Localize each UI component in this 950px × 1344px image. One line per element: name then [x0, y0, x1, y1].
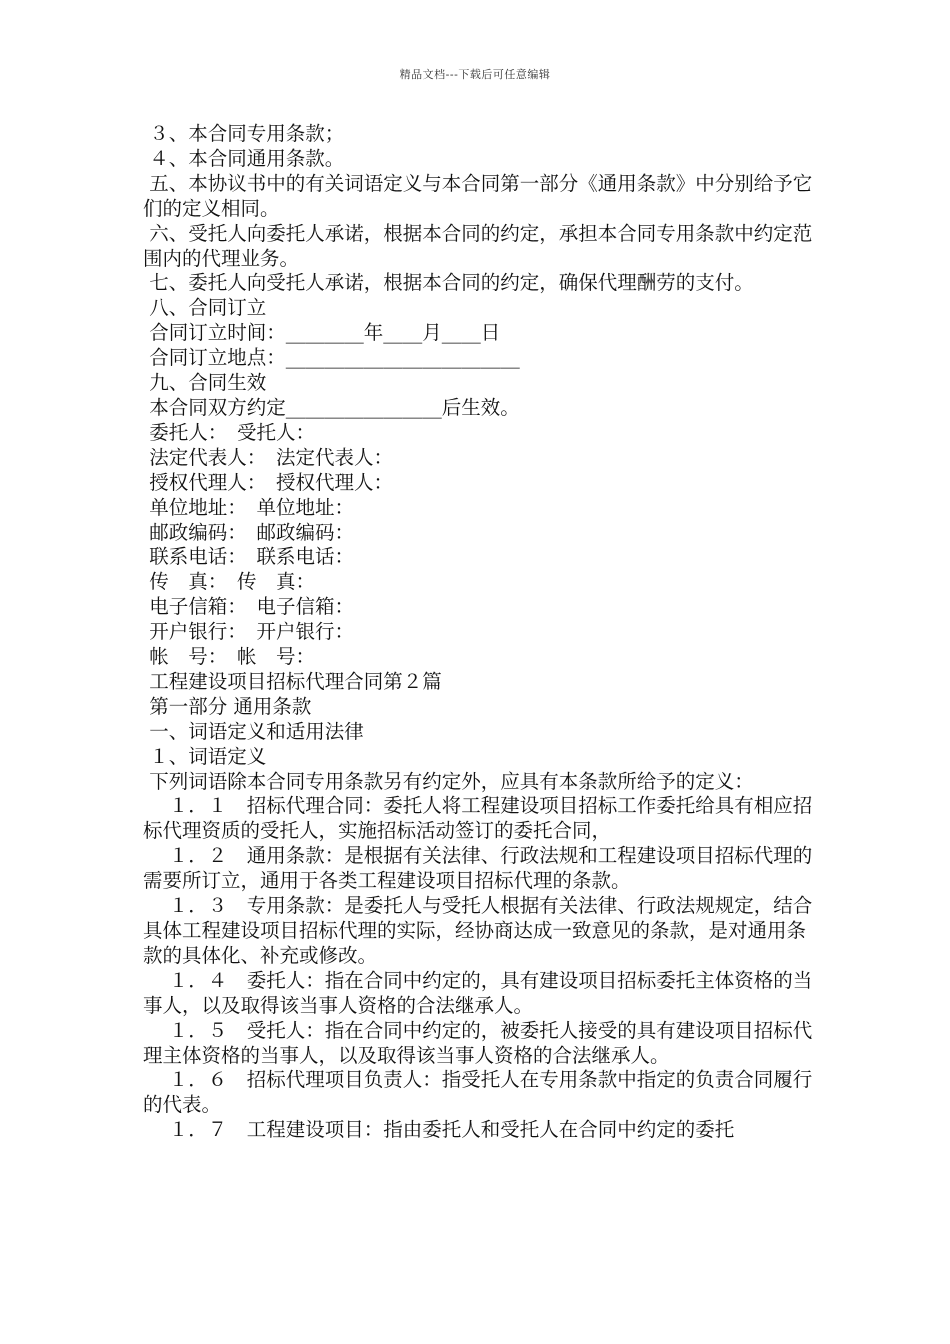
text-line: 法定代表人： 法定代表人：: [143, 445, 393, 469]
text-line: 合同订立时间：________年____月____日: [143, 321, 501, 345]
text-line: 工程建设项目招标代理合同第２篇: [143, 669, 442, 693]
text-line: 五、本协议书中的有关词语定义与本合同第一部分《通用条款》中分别给予它们的定义相同。: [143, 171, 813, 220]
text-line: 单位地址： 单位地址：: [143, 495, 354, 519]
text-line: 委托人： 受托人：: [143, 420, 315, 444]
document-body: [143, 122, 815, 1143]
page-header: 精品文档---下载后可任意编辑: [399, 68, 551, 81]
text-line: 本合同双方约定________________后生效。: [143, 395, 520, 419]
text-line: 传 真： 传 真：: [143, 570, 315, 594]
text-line: 七、委托人向受托人承诺，根据本合同的约定，确保代理酬劳的支付。: [143, 271, 754, 295]
text-line: 电子信箱： 电子信箱：: [143, 595, 354, 619]
text-line: ３、本合同专用条款；: [143, 122, 345, 145]
text-line: 第一部分 通用条款: [143, 694, 312, 718]
text-line: 授权代理人： 授权代理人：: [143, 470, 393, 494]
text-line: 邮政编码： 邮政编码：: [143, 520, 354, 544]
text-line: １、词语定义: [143, 744, 267, 768]
text-line: １．５ 受托人：指在合同中约定的，被委托人接受的具有建设项目招标代理主体资格的当事人，以及取得该当事人资格的合法继承人。: [143, 1018, 813, 1067]
text-line: 下列词语除本合同专用条款另有约定外，应具有本条款所给予的定义：: [143, 769, 754, 793]
text-line: １．２ 通用条款：是根据有关法律、行政法规和工程建设项目招标代理的需要所订立，通用于各类工程建设项目招标代理的条款。: [143, 844, 813, 893]
text-line: 八、合同订立: [143, 296, 267, 320]
text-line: 九、合同生效: [143, 371, 267, 395]
text-line: 六、受托人向委托人承诺，根据本合同的约定，承担本合同专用条款中约定范围内的代理业务。: [143, 221, 813, 270]
text-line: 合同订立地点：________________________: [143, 346, 520, 370]
text-line: １．１ 招标代理合同：委托人将工程建设项目招标工作委托给具有相应招标代理资质的受托人，实施招标活动签订的委托合同，: [143, 794, 813, 843]
text-line: １．３ 专用条款：是委托人与受托人根据有关法律、行政法规规定，结合具体工程建设项目招标代理的实际，经协商达成一致意见的条款，是对通用条款的具体化、补充或修改。: [143, 894, 813, 967]
text-line: １．７ 工程建设项目：指由委托人和受托人在合同中约定的委托: [143, 1118, 735, 1142]
text-line: 一、词语定义和适用法律: [143, 719, 364, 743]
text-line: 开户银行： 开户银行：: [143, 620, 354, 644]
text-line: １．６ 招标代理项目负责人：指受托人在专用条款中指定的负责合同履行的代表。: [143, 1068, 813, 1117]
text-line: １．４ 委托人：指在合同中约定的，具有建设项目招标委托主体资格的当事人，以及取得该当事人资格的合法继承人。: [143, 968, 813, 1017]
text-line: 联系电话： 联系电话：: [143, 545, 354, 569]
text-line: 帐 号： 帐 号：: [143, 645, 315, 669]
text-line: ４、本合同通用条款。: [143, 146, 345, 170]
